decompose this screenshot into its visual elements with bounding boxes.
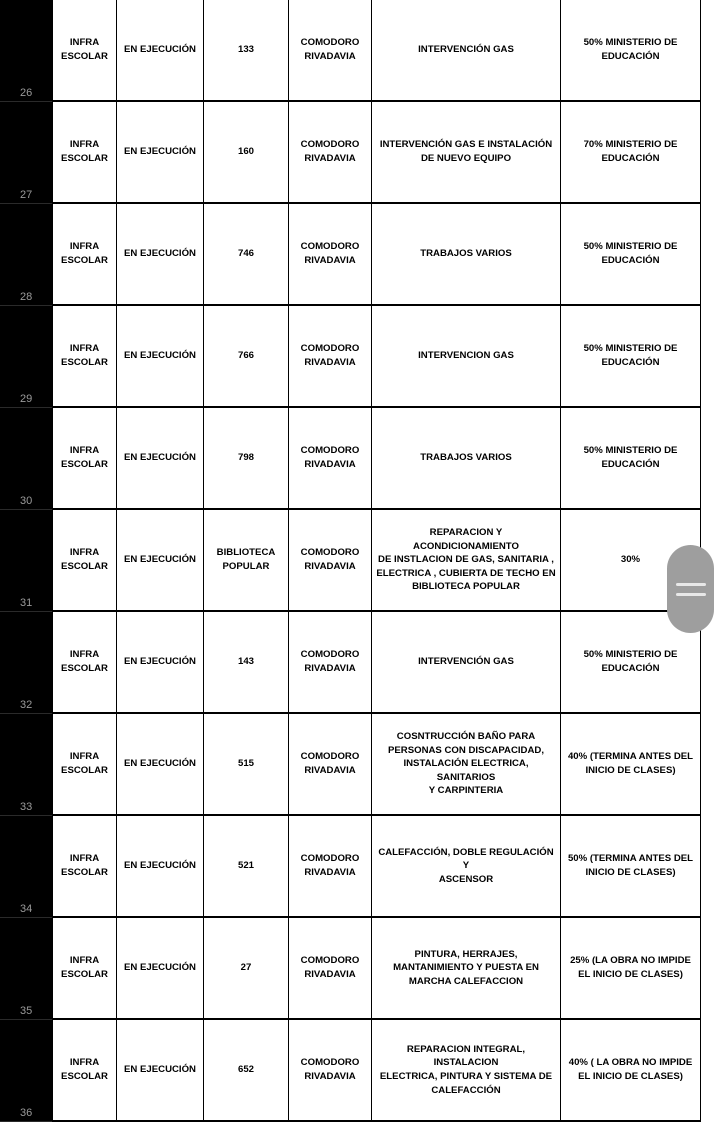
cell-code[interactable]: 143 [204, 612, 289, 714]
table-row[interactable] [0, 816, 720, 918]
cell-progress[interactable]: 50% MINISTERIO DE EDUCACIÓN [561, 612, 701, 714]
cell-city[interactable]: COMODORO RIVADAVIA [289, 0, 372, 102]
cell-status[interactable]: EN EJECUCIÓN [117, 816, 204, 918]
cell-type[interactable]: INFRA ESCOLAR [52, 306, 117, 408]
cell-progress[interactable]: 40% ( LA OBRA NO IMPIDE EL INICIO DE CLASES) [561, 1020, 701, 1122]
cell-work[interactable]: INTERVENCIÓN GAS [372, 0, 561, 102]
cell-code[interactable]: 766 [204, 306, 289, 408]
cell-status[interactable]: EN EJECUCIÓN [117, 102, 204, 204]
row-number[interactable]: 36 [0, 1020, 52, 1122]
cell-type[interactable]: INFRA ESCOLAR [52, 1020, 117, 1122]
cell-work[interactable]: COSNTRUCCIÓN BAÑO PARA PERSONAS CON DISCAPACIDAD, INSTALACIÓN ELECTRICA, SANITARIOS Y CARPINTERIA [372, 714, 561, 816]
cell-status[interactable]: EN EJECUCIÓN [117, 612, 204, 714]
table-row[interactable] [0, 204, 720, 306]
table-row[interactable] [0, 1020, 720, 1122]
cell-type[interactable]: INFRA ESCOLAR [52, 408, 117, 510]
row-number[interactable]: 34 [0, 816, 52, 918]
cell-code[interactable]: BIBLIOTECA POPULAR [204, 510, 289, 612]
cell-code[interactable]: 160 [204, 102, 289, 204]
cell-work[interactable]: INTERVENCIÓN GAS E INSTALACIÓN DE NUEVO EQUIPO [372, 102, 561, 204]
cell-city[interactable]: COMODORO RIVADAVIA [289, 510, 372, 612]
table-row[interactable] [0, 612, 720, 714]
table-row[interactable] [0, 306, 720, 408]
fast-scroll-handle[interactable] [667, 545, 714, 633]
cell-code[interactable]: 133 [204, 0, 289, 102]
cell-status[interactable]: EN EJECUCIÓN [117, 408, 204, 510]
row-number[interactable]: 35 [0, 918, 52, 1020]
cell-city[interactable]: COMODORO RIVADAVIA [289, 714, 372, 816]
cell-city[interactable]: COMODORO RIVADAVIA [289, 204, 372, 306]
cell-type[interactable]: INFRA ESCOLAR [52, 816, 117, 918]
cell-status[interactable]: EN EJECUCIÓN [117, 1020, 204, 1122]
table-row[interactable] [0, 714, 720, 816]
cell-progress[interactable]: 25% (LA OBRA NO IMPIDE EL INICIO DE CLASES) [561, 918, 701, 1020]
cell-progress[interactable]: 30% [561, 510, 701, 612]
cell-status[interactable]: EN EJECUCIÓN [117, 0, 204, 102]
cell-type[interactable]: INFRA ESCOLAR [52, 0, 117, 102]
cell-work[interactable]: INTERVENCIÓN GAS [372, 612, 561, 714]
cell-work[interactable]: TRABAJOS VARIOS [372, 408, 561, 510]
cell-progress[interactable]: 50% MINISTERIO DE EDUCACIÓN [561, 408, 701, 510]
cell-type[interactable]: INFRA ESCOLAR [52, 510, 117, 612]
cell-city[interactable]: COMODORO RIVADAVIA [289, 612, 372, 714]
row-number[interactable]: 28 [0, 204, 52, 306]
cell-progress[interactable]: 50% MINISTERIO DE EDUCACIÓN [561, 204, 701, 306]
cell-progress[interactable]: 50% MINISTERIO DE EDUCACIÓN [561, 0, 701, 102]
cell-work[interactable]: TRABAJOS VARIOS [372, 204, 561, 306]
cell-type[interactable]: INFRA ESCOLAR [52, 612, 117, 714]
row-number[interactable]: 30 [0, 408, 52, 510]
row-number[interactable]: 33 [0, 714, 52, 816]
table-row[interactable] [0, 918, 720, 1020]
table-row[interactable] [0, 408, 720, 510]
cell-type[interactable]: INFRA ESCOLAR [52, 714, 117, 816]
cell-city[interactable]: COMODORO RIVADAVIA [289, 408, 372, 510]
row-number[interactable]: 32 [0, 612, 52, 714]
cell-code[interactable]: 515 [204, 714, 289, 816]
cell-code[interactable]: 746 [204, 204, 289, 306]
table-row[interactable] [0, 0, 720, 102]
cell-work[interactable]: REPARACION Y ACONDICIONAMIENTO DE INSTLACION DE GAS, SANITARIA , ELECTRICA , CUBIERTA DE TECHO EN BIBLIOTECA POPULAR [372, 510, 561, 612]
row-number[interactable]: 26 [0, 0, 52, 102]
cell-progress[interactable]: 50% (TERMINA ANTES DEL INICIO DE CLASES) [561, 816, 701, 918]
cell-city[interactable]: COMODORO RIVADAVIA [289, 102, 372, 204]
cell-code[interactable]: 652 [204, 1020, 289, 1122]
cell-code[interactable]: 27 [204, 918, 289, 1020]
cell-status[interactable]: EN EJECUCIÓN [117, 306, 204, 408]
cell-type[interactable]: INFRA ESCOLAR [52, 918, 117, 1020]
cell-work[interactable]: PINTURA, HERRAJES, MANTANIMIENTO Y PUESTA EN MARCHA CALEFACCION [372, 918, 561, 1020]
cell-work[interactable]: INTERVENCION GAS [372, 306, 561, 408]
cell-status[interactable]: EN EJECUCIÓN [117, 714, 204, 816]
table-row[interactable] [0, 510, 720, 612]
row-number[interactable]: 27 [0, 102, 52, 204]
cell-status[interactable]: EN EJECUCIÓN [117, 918, 204, 1020]
cell-status[interactable]: EN EJECUCIÓN [117, 204, 204, 306]
grip-line-icon [676, 593, 706, 596]
grip-line-icon [676, 583, 706, 586]
cell-code[interactable]: 521 [204, 816, 289, 918]
cell-progress[interactable]: 40% (TERMINA ANTES DEL INICIO DE CLASES) [561, 714, 701, 816]
cell-type[interactable]: INFRA ESCOLAR [52, 102, 117, 204]
cell-city[interactable]: COMODORO RIVADAVIA [289, 1020, 372, 1122]
cell-city[interactable]: COMODORO RIVADAVIA [289, 306, 372, 408]
cell-city[interactable]: COMODORO RIVADAVIA [289, 816, 372, 918]
cell-work[interactable]: REPARACION INTEGRAL, INSTALACION ELECTRICA, PINTURA Y SISTEMA DE CALEFACCIÓN [372, 1020, 561, 1122]
cell-work[interactable]: CALEFACCIÓN, DOBLE REGULACIÓN Y ASCENSOR [372, 816, 561, 918]
cell-progress[interactable]: 50% MINISTERIO DE EDUCACIÓN [561, 306, 701, 408]
cell-type[interactable]: INFRA ESCOLAR [52, 204, 117, 306]
row-number[interactable]: 31 [0, 510, 52, 612]
row-number[interactable]: 29 [0, 306, 52, 408]
cell-status[interactable]: EN EJECUCIÓN [117, 510, 204, 612]
cell-city[interactable]: COMODORO RIVADAVIA [289, 918, 372, 1020]
cell-progress[interactable]: 70% MINISTERIO DE EDUCACIÓN [561, 102, 701, 204]
cell-code[interactable]: 798 [204, 408, 289, 510]
table-row[interactable] [0, 102, 720, 204]
